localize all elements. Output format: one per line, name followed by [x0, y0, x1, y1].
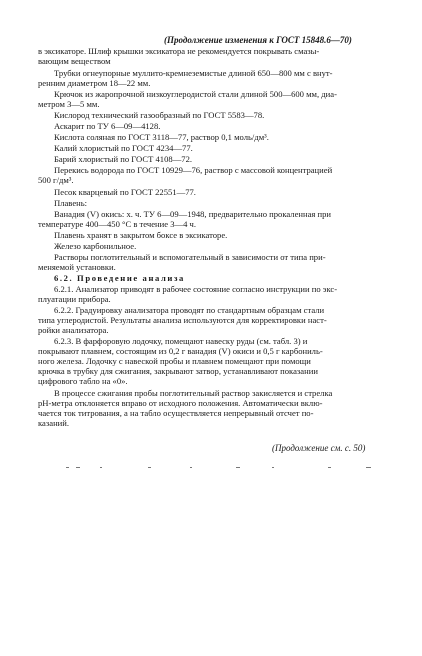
text-line: 500 г/дм³. — [38, 175, 74, 185]
text-line: Плавень хранят в закрытом боксе в эксикаторе. — [54, 230, 228, 240]
text-line: вающим веществом — [38, 56, 111, 66]
text-line: Плавень: — [54, 198, 88, 208]
text-line: Песок кварцевый по ГОСТ 22551—77. — [54, 187, 196, 197]
text-line: Растворы поглотительный и вспомогательный в зависимости от типа при- — [54, 252, 326, 262]
text-line: Кислота соляная по ГОСТ 3118—77, раствор 0,1 моль/дм³. — [54, 132, 269, 142]
text-line: ного железа. Лодочку с навеской пробы и плавнем помещают при помощи — [38, 356, 311, 366]
text-line: плуатации прибора. — [38, 294, 111, 304]
text-line: метром 3—5 мм. — [38, 99, 100, 109]
text-line: Барий хлористый по ГОСТ 4108—72. — [54, 154, 193, 164]
text-line: типа углеродистой. Результаты анализа используются для корректировки наст- — [38, 315, 327, 325]
text-line: казаний. — [38, 418, 70, 428]
text-line: температуре 400—450 °С в течение 3—4 ч. — [38, 219, 197, 229]
page-footer: (Продолжение см. с. 50) — [272, 443, 366, 453]
text-line: в эксикаторе. Шлиф крышки эксикатора не рекомендуется покрывать смазы- — [38, 46, 320, 56]
text-line: 6.2.3. В фарфоровую лодочку, помещают навеску руды (см. табл. 3) и — [54, 336, 308, 346]
text-line: рН-метра отклоняется вправо от исходного положения. Автоматически вклю- — [38, 398, 323, 408]
scan-marks — [40, 465, 380, 471]
text-line: Крючок из жаропрочной низкоуглеродистой стали длиной 500—600 мм, диа- — [54, 89, 337, 99]
text-line: 6.2.1. Анализатор приводят в рабочее состояние согласно инструкции по экс- — [54, 284, 338, 294]
section-heading: 6.2. Проведение анализа — [54, 273, 185, 283]
text-line: Ванадия (V) окись: х. ч. ТУ 6—09—1948, предварительно прокаленная при — [54, 209, 331, 219]
text-line: Калий хлористый по ГОСТ 4234—77. — [54, 143, 193, 153]
text-line: Перекись водорода по ГОСТ 10929—76, раствор с массовой концентрацией — [54, 165, 333, 175]
text-line: ройки анализатора. — [38, 325, 109, 335]
text-line: 6.2.2. Градуировку анализатора проводят по стандартным образцам стали — [54, 305, 325, 315]
text-line: ренним диаметром 18—22 мм. — [38, 78, 151, 88]
text-line: чается ток титрования, а на табло осуществляется непрерывный отсчет по- — [38, 408, 314, 418]
page-header: (Продолжение изменения к ГОСТ 15848.6—70) — [164, 35, 352, 45]
text-line: Железо карбонильное. — [54, 241, 137, 251]
text-line: цифрового табло на «0». — [38, 376, 128, 386]
text-line: Аскарит по ТУ 6—09—4128. — [54, 121, 161, 131]
text-line: В процессе сжигания пробы поглотительный раствор закисляется и стрелка — [54, 388, 333, 398]
text-line: Трубки огнеупорные муллито-кремнеземистые длиной 650—800 мм с внут- — [54, 68, 333, 78]
text-line: меняемой установки. — [38, 262, 116, 272]
text-line: покрывают плавнем, состоящим из 0,2 г ванадия (V) окиси и 0,5 г карбониль- — [38, 346, 323, 356]
text-line: крючка в трубку для сжигания, закрывают затвор, устанавливают показании — [38, 366, 318, 376]
text-line: Кислород технический газообразный по ГОСТ 5583—78. — [54, 110, 265, 120]
